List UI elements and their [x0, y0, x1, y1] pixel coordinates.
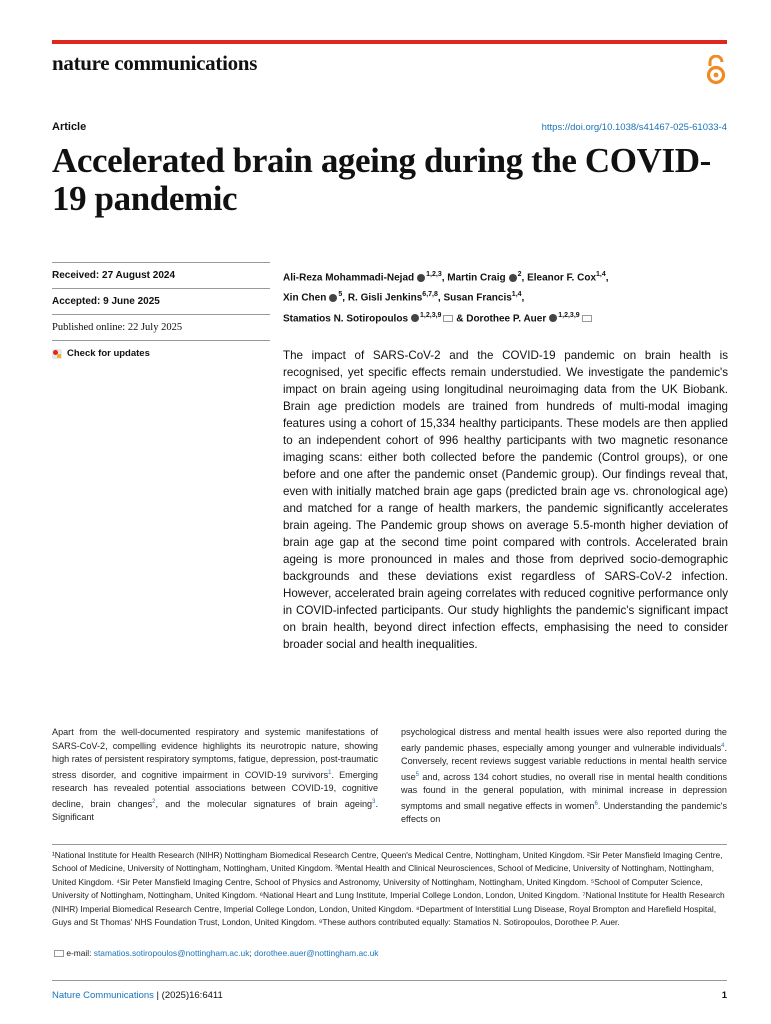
header-rule: [52, 40, 727, 44]
email-link[interactable]: dorothee.auer@nottingham.ac.uk: [254, 948, 379, 958]
orcid-icon[interactable]: [329, 294, 337, 302]
orcid-icon[interactable]: [549, 314, 557, 322]
footer-citation: Nature Communications | (2025)16:6411: [52, 990, 223, 1001]
reference-link[interactable]: 1: [328, 769, 332, 776]
abstract: The impact of SARS-CoV-2 and the COVID-19 pandemic on brain health is recognised, yet specific effects remain understudied. We investigate the pandemic's impact on brain ageing using longitudinal neuroimaging data from the UK Biobank. Brain age prediction models are trained from hundreds of multi-modal imaging features using a cohort of 15,334 healthy participants. These models are then applied to an independent cohort of 996 healthy participants with two magnetic resonance imaging scans: either both collected before the pandemic (Control groups), or one before and one after the pandemic onset (Pandemic group). Our findings reveal that, even with initially matched brain age gaps (predicted brain age vs. chronological age) and matched for a range of health markers, the pandemic significantly accelerates brain ageing. The Pandemic group shows on average 5.5-month higher deviation of brain age gap at the second time point compared with controls. Accelerated brain ageing is more pronounced in males and those from deprived socio-demographic backgrounds and these deviations exist regardless of SARS-CoV-2 infection. However, accelerated brain ageing correlates with reduced cognitive performance only in COVID-infected participants. Our study highlights the pandemic's significant impact on brain health, beyond direct infection effects, emphasising the need to consider broader social and health inequalities.: [283, 349, 728, 651]
author-name[interactable]: Eleanor F. Cox: [527, 272, 596, 284]
affiliations-rule: [52, 844, 727, 845]
body-column-left: Apart from the well-documented respiratory and systemic manifestations of SARS-CoV-2, compelling evidence highlights its neurotropic nature, showing high rates of persistent respiratory symptoms, fatigue, depression, post-traumatic stress disorder, and cognitive impairment in COVID-19 survivors$^1$. Emerging research has revealed potential associations between COVID-19, cognitive decline, brain changes$^2$, and the molecular signatures of brain ageing$^3$. Significant: [52, 727, 379, 823]
orcid-icon[interactable]: [509, 274, 517, 282]
crossmark-icon: [52, 349, 62, 359]
body-column-right: psychological distress and mental health issues were also reported during the early pandemic phases, especially among younger and vulnerable individuals$^4$. Conversely, recent reviews suggest variable reductions in mental health service use$^5$ and, across 134 cohort studies, no overall rise in mental health conditions was found in the general population, with minimal increase in depression symptoms and small negative effects in women$^6$. Understanding the pandemic's effects on: [401, 727, 727, 825]
article-metadata: [52, 262, 270, 366]
article-title: Accelerated brain ageing during the COVID-19 pandemic: [52, 141, 711, 218]
published-date: Published online: 22 July 2025: [52, 322, 183, 333]
main-text: [52, 726, 727, 827]
check-updates-label: Check for updates: [67, 348, 150, 359]
accepted-date: Accepted: 9 June 2025: [52, 296, 160, 307]
affiliations: ¹National Institute for Health Research (NIHR) Nottingham Biomedical Research Centre, Queen's Medical Centre, Nottingham, United Kingdom. ²Sir Peter Mansfield Imaging Centre, School of Medicine, University of Nottingham, Nottingham, United Kingdom. ³Mental Health and Clinical Neurosciences, School of Medicine, University of Nottingham, Nottingham, United Kingdom. ⁴Sir Peter Mansfield Imaging Centre, School of Physics and Astronomy, University of Nottingham, Nottingham, United Kingdom. ⁵School of Computer Science, University of Nottingham, Nottingham, United Kingdom. ⁶National Heart and Lung Institute, Imperial College London, London, United Kingdom. ⁷National Institute for Health Research (NIHR) Imperial Biomedical Research Centre, Imperial College London, London, United Kingdom. ⁸Department of Interstitial Lung Disease, Royal Brompton and Harefield Hospital, Guys and St Thomas' NHS Foundation Trust, London, United Kingdom. ⁹These authors contributed equally: Stamatios N. Sotiropoulos, Dorothee P. Auer.: [52, 850, 725, 928]
mail-icon[interactable]: [582, 315, 592, 322]
orcid-icon[interactable]: [417, 274, 425, 282]
author-list: Ali-Reza Mohammadi-Nejad $^{1,2,3}$, Martin Craig $^2$, Eleanor F. Cox$^{1,4}$, Xin Chen $^5$, R. Gisli Jenkins$^{6,7,8}$, Susan Francis$^{1,4}$, Stamatios N. Sotiropoulos $^{1,2,3,9}$ & Dorothee P. Auer $^{1,2,3,9}$: [283, 271, 609, 324]
mail-icon[interactable]: [443, 315, 453, 322]
reference-link[interactable]: 2: [152, 798, 156, 805]
doi-link[interactable]: https://doi.org/10.1038/s41467-025-61033-4: [541, 122, 727, 133]
author-name[interactable]: Martin Craig: [447, 272, 506, 284]
reference-link[interactable]: 3: [372, 798, 376, 805]
received-date: Received: 27 August 2024: [52, 270, 176, 281]
author-name[interactable]: Susan Francis: [443, 292, 512, 304]
reference-link[interactable]: 5: [415, 771, 420, 778]
author-name[interactable]: Dorothee P. Auer: [466, 312, 547, 324]
page-number: 1: [721, 990, 727, 1001]
reference-link[interactable]: 4: [721, 742, 725, 749]
corresponding-email: e-mail: stamatios.sotiropoulos@nottingham.ac.uk; dorothee.auer@nottingham.ac.uk: [52, 948, 379, 958]
mail-icon: [54, 950, 64, 957]
check-updates-link[interactable]: [52, 341, 270, 366]
orcid-icon[interactable]: [411, 314, 419, 322]
author-name[interactable]: Stamatios N. Sotiropoulos: [283, 312, 409, 324]
article-type: Article: [52, 121, 87, 133]
author-name[interactable]: Ali-Reza Mohammadi-Nejad: [283, 272, 415, 284]
open-access-icon: [705, 55, 727, 85]
footer-rule: [52, 980, 727, 981]
journal-logo[interactable]: nature communications: [52, 51, 258, 75]
footer-journal-link[interactable]: Nature Communications: [52, 990, 154, 1001]
author-name[interactable]: R. Gisli Jenkins: [347, 292, 423, 304]
email-link[interactable]: stamatios.sotiropoulos@nottingham.ac.uk: [93, 948, 250, 958]
reference-link[interactable]: 6: [594, 800, 598, 807]
author-name[interactable]: Xin Chen: [283, 292, 327, 304]
